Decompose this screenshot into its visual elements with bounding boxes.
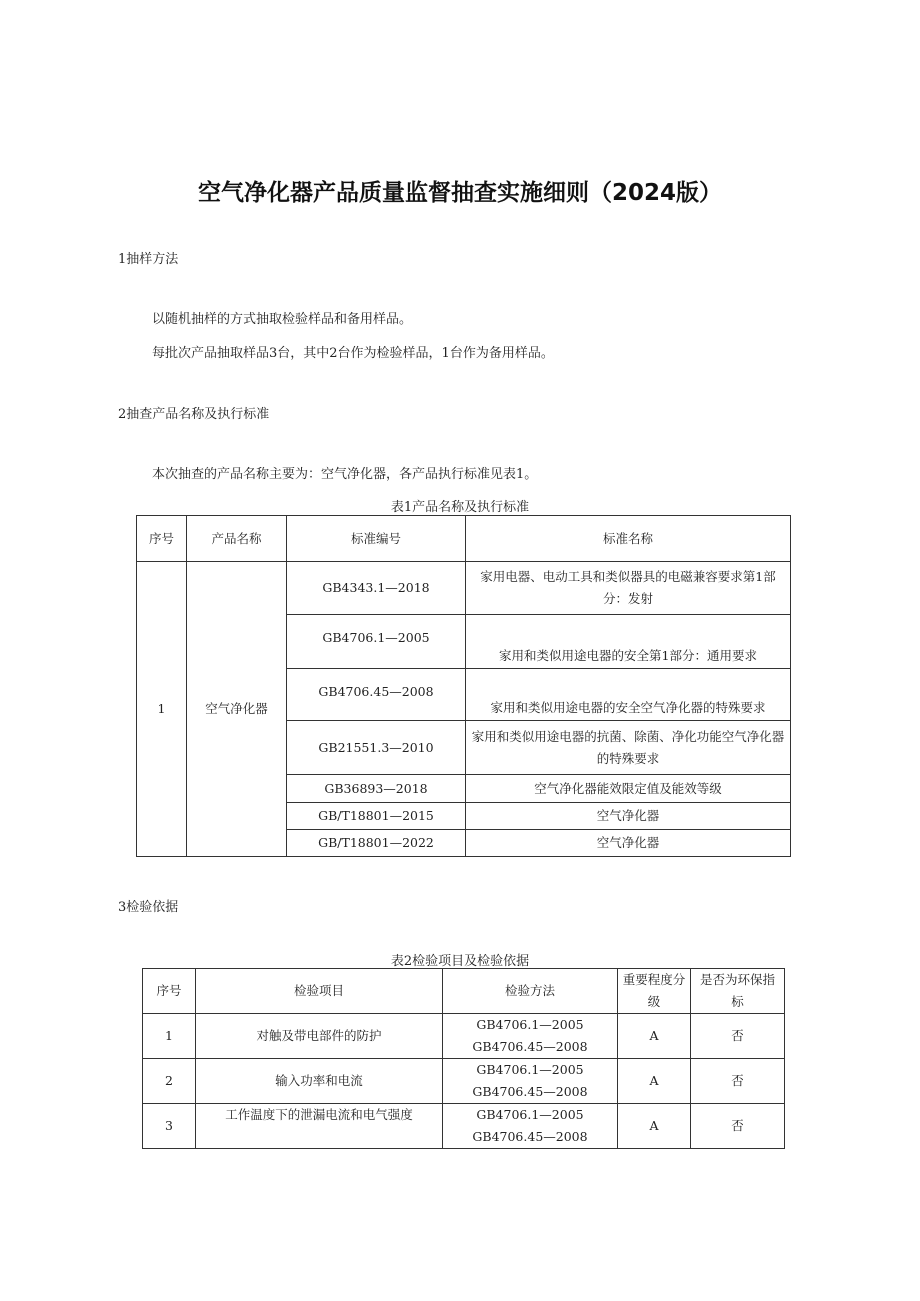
grade-cell: A [618, 1014, 691, 1059]
method-line: GB4706.1—2005 [476, 1017, 584, 1032]
method-line: GB4706.1—2005 [476, 1107, 584, 1122]
standard-name-cell: 家用和类似用途电器的安全第1部分：通用要求 [466, 615, 791, 669]
header-cell: 序号 [143, 969, 196, 1014]
header-cell: 产品名称 [187, 516, 287, 562]
section-heading-products: 2抽查产品名称及执行标准 [118, 407, 270, 422]
paragraph-products-intro: 本次抽查的产品名称主要为：空气净化器，各产品执行标准见表1。 [152, 467, 538, 482]
standard-code-cell: GB4343.1—2018 [287, 562, 466, 615]
inspection-item-cell: 工作温度下的泄漏电流和电气强度 [196, 1104, 443, 1149]
standards-table [136, 515, 791, 857]
table-row [143, 1059, 785, 1104]
method-line: GB4706.45—2008 [472, 1039, 588, 1054]
header-cell: 序号 [137, 516, 187, 562]
method-line: GB4706.45—2008 [472, 1084, 588, 1099]
document-title: 空气净化器产品质量监督抽查实施细则（2024版） [197, 180, 722, 206]
standard-code-cell: GB4706.45—2008 [287, 669, 466, 721]
header-cell: 是否为环保指标 [691, 969, 785, 1014]
standard-name-cell: 家用和类似用途电器的安全空气净化器的特殊要求 [466, 669, 791, 721]
item-number-cell: 1 [143, 1014, 196, 1059]
paragraph-sampling-method: 以随机抽样的方式抽取检验样品和备用样品。 [152, 312, 413, 327]
table-row [137, 562, 791, 615]
header-cell: 检验项目 [196, 969, 443, 1014]
item-number-cell: 3 [143, 1104, 196, 1149]
inspection-item-cell: 对触及带电部件的防护 [196, 1014, 443, 1059]
inspection-method-cell [443, 1104, 618, 1149]
section-heading-sampling: 1抽样方法 [118, 252, 179, 267]
method-line: GB4706.1—2005 [476, 1062, 584, 1077]
item-number-cell: 2 [143, 1059, 196, 1104]
standard-name-cell: 空气净化器能效限定值及能效等级 [466, 775, 791, 803]
inspection-method-cell [443, 1014, 618, 1059]
inspection-method-cell [443, 1059, 618, 1104]
inspection-item-cell: 输入功率和电流 [196, 1059, 443, 1104]
standard-code-cell: GB/T18801—2015 [287, 803, 466, 830]
serial-cell: 1 [137, 562, 187, 857]
table-row [143, 1014, 785, 1059]
grade-cell: A [618, 1059, 691, 1104]
standard-name-cell: 家用和类似用途电器的抗菌、除菌、净化功能空气净化器的特殊要求 [466, 721, 791, 775]
standard-name-cell: 空气净化器 [466, 803, 791, 830]
header-cell: 重要程度分级 [618, 969, 691, 1014]
standard-code-cell: GB/T18801—2022 [287, 830, 466, 857]
header-cell: 标准编号 [287, 516, 466, 562]
standard-code-cell: GB36893—2018 [287, 775, 466, 803]
header-cell: 标准名称 [466, 516, 791, 562]
table2-caption: 表2检验项目及检验依据 [390, 954, 530, 969]
table1-caption: 表1产品名称及执行标准 [390, 500, 530, 515]
eco-indicator-cell: 否 [691, 1059, 785, 1104]
eco-indicator-cell: 否 [691, 1104, 785, 1149]
eco-indicator-cell: 否 [691, 1014, 785, 1059]
inspection-table [142, 968, 785, 1149]
grade-cell: A [618, 1104, 691, 1149]
standard-code-cell: GB21551.3—2010 [287, 721, 466, 775]
table-row [143, 1104, 785, 1149]
section-heading-basis: 3检验依据 [118, 900, 179, 915]
paragraph-sample-quantity: 每批次产品抽取样品3台，其中2台作为检验样品，1台作为备用样品。 [152, 346, 554, 361]
standard-name-cell: 家用电器、电动工具和类似器具的电磁兼容要求第1部分：发射 [466, 562, 791, 615]
product-name-cell: 空气净化器 [187, 562, 287, 857]
standard-name-cell: 空气净化器 [466, 830, 791, 857]
table-header-row [143, 969, 785, 1014]
standard-code-cell: GB4706.1—2005 [287, 615, 466, 669]
table-header-row [137, 516, 791, 562]
method-line: GB4706.45—2008 [472, 1129, 588, 1144]
header-cell: 检验方法 [443, 969, 618, 1014]
